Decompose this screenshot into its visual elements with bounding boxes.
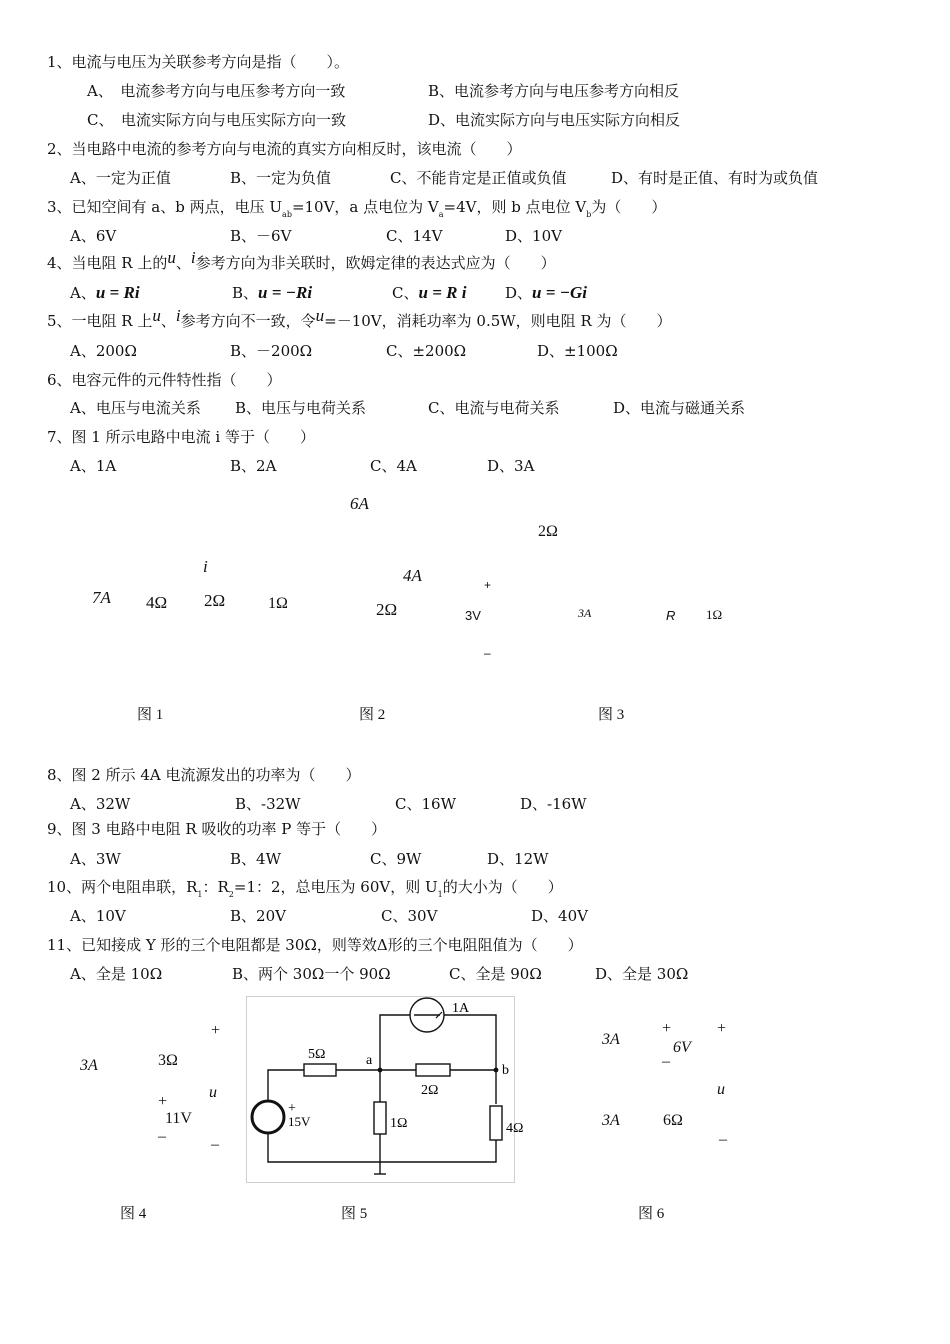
fig5-node-a-dot bbox=[378, 1068, 383, 1073]
question-8-option-d: D、-16W bbox=[520, 795, 587, 813]
fig3-caption: 图 3 bbox=[598, 707, 625, 723]
fig4-minus-left: – bbox=[158, 1128, 166, 1145]
fig5-resistor-2ohm-label: 2Ω bbox=[421, 1083, 439, 1098]
question-11-option-c: C、全是 90Ω bbox=[449, 965, 542, 983]
fig6-plus-right: + bbox=[717, 1020, 727, 1037]
question-2-option-d: D、有时是正值、有时为或负值 bbox=[611, 169, 819, 187]
fig5-voltage-plus: + bbox=[288, 1101, 296, 1116]
question-4-stem: 4、当电阻 R 上的u、i参考方向为非关联时，欧姆定律的表达式应为（ ） bbox=[47, 248, 556, 272]
fig5-circuit bbox=[246, 996, 524, 1184]
question-6-option-d: D、电流与磁通关系 bbox=[613, 399, 746, 417]
question-3-option-b: B、－6V bbox=[230, 227, 292, 245]
question-9-stem: 9、图 3 电路中电阻 R 吸收的功率 P 等于（ ） bbox=[47, 820, 387, 838]
fig1-resistor-1-label: 4Ω bbox=[146, 593, 168, 612]
fig4-source-label: 3A bbox=[80, 1057, 98, 1074]
fig5-voltage-source bbox=[252, 1101, 284, 1133]
question-5-option-a: A、200Ω bbox=[70, 342, 137, 360]
fig5-node-b-label: b bbox=[502, 1063, 509, 1078]
question-4-option-c: C、u = R i bbox=[392, 283, 467, 302]
fig6-resistor-label: 6Ω bbox=[663, 1112, 683, 1129]
question-2-option-a: A、一定为正值 bbox=[70, 169, 171, 187]
question-1-option-d: D、电流实际方向与电压实际方向相反 bbox=[428, 111, 681, 129]
fig3-resistor-r-label: R bbox=[666, 608, 676, 623]
question-6-option-c: C、电流与电荷关系 bbox=[428, 399, 560, 417]
fig5-resistor-4ohm-label: 4Ω bbox=[506, 1121, 524, 1136]
question-3-stem: 3、已知空间有 a、b 两点，电压 $U_{ab}=10V$，a 点电位为 $V_a=4V$，则 b 点电位 $V_b$为（ ） bbox=[47, 198, 667, 219]
question-1-option-a: A、 电流参考方向与电压参考方向一致 bbox=[87, 82, 346, 100]
fig5-node-b-dot bbox=[494, 1068, 499, 1073]
fig3-source-label: 3A bbox=[578, 606, 592, 620]
fig6-caption: 图 6 bbox=[638, 1206, 665, 1222]
fig2-caption: 图 2 bbox=[359, 707, 386, 723]
question-4-option-b: B、u = −Ri bbox=[232, 283, 313, 302]
question-11-option-a: A、全是 10Ω bbox=[70, 965, 163, 983]
question-1-option-b: B、电流参考方向与电压参考方向相反 bbox=[428, 82, 680, 100]
question-7-stem: 7、图 1 所示电路中电流 i 等于（ ） bbox=[47, 428, 315, 446]
fig6-voltage-label: 6V bbox=[673, 1039, 691, 1056]
question-8-option-a: A、32W bbox=[70, 795, 131, 813]
question-7-option-c: C、4A bbox=[370, 457, 417, 475]
fig4-u-label: u bbox=[209, 1084, 217, 1101]
fig6-minus-right: – bbox=[719, 1131, 727, 1148]
fig1-resistor-2-label: 2Ω bbox=[204, 591, 226, 610]
question-10-option-b: B、20V bbox=[230, 907, 286, 925]
question-1-option-c: C、 电流实际方向与电压实际方向一致 bbox=[87, 111, 346, 129]
question-6-stem: 6、电容元件的元件特性指（ ） bbox=[47, 371, 282, 389]
question-9-option-b: B、4W bbox=[230, 850, 281, 868]
fig2-voltage-label: 3V bbox=[465, 608, 481, 623]
question-3-option-d: D、10V bbox=[505, 227, 562, 245]
fig6-u-label: u bbox=[717, 1081, 725, 1098]
question-10-option-d: D、40V bbox=[531, 907, 588, 925]
fig4-minus-right: – bbox=[211, 1136, 219, 1153]
fig2-minus-sign: – bbox=[484, 646, 491, 660]
fig5-caption: 图 5 bbox=[341, 1206, 368, 1222]
fig5-node-a-label: a bbox=[366, 1053, 373, 1068]
question-8-stem: 8、图 2 所示 4A 电流源发出的功率为（ ） bbox=[47, 766, 361, 784]
fig5-voltage-label: 15V bbox=[288, 1114, 311, 1129]
fig5-resistor-1ohm-label: 1Ω bbox=[390, 1116, 408, 1131]
question-5-option-d: D、±100Ω bbox=[537, 342, 618, 360]
fig2-source-label: 4A bbox=[403, 566, 422, 585]
question-2-stem: 2、当电路中电流的参考方向与电流的真实方向相反时，该电流（ ） bbox=[47, 140, 522, 158]
fig5-current-source-label: 1A bbox=[452, 1001, 470, 1016]
question-8-option-b: B、-32W bbox=[235, 795, 301, 813]
fig2-resistor-label: 2Ω bbox=[376, 600, 398, 619]
question-4-option-d: D、u = −Gi bbox=[505, 283, 587, 302]
question-4-option-a: A、u = Ri bbox=[70, 283, 140, 302]
question-9-option-c: C、9W bbox=[370, 850, 422, 868]
question-6-option-b: B、电压与电荷关系 bbox=[235, 399, 367, 417]
question-3-option-c: C、14V bbox=[386, 227, 443, 245]
fig1-current-label: i bbox=[203, 557, 208, 576]
fig6-plus-left: + bbox=[662, 1020, 672, 1037]
question-7-option-a: A、1A bbox=[70, 457, 117, 475]
fig1-source-label: 7A bbox=[92, 588, 111, 607]
fig3-resistor-2-label: 1Ω bbox=[706, 607, 723, 622]
question-10-option-c: C、30V bbox=[381, 907, 438, 925]
fig6-source-2-label: 3A bbox=[602, 1112, 620, 1129]
fig4-plus-left: + bbox=[158, 1093, 168, 1110]
fig6-minus-left: – bbox=[662, 1053, 670, 1070]
fig6-source-1-label: 3A bbox=[602, 1031, 620, 1048]
fig4-caption: 图 4 bbox=[120, 1206, 147, 1222]
question-9-option-d: D、12W bbox=[487, 850, 549, 868]
fig1-caption: 图 1 bbox=[137, 707, 164, 723]
fig4-plus-right: + bbox=[211, 1022, 221, 1039]
question-5-stem: 5、一电阻 R 上u、i参考方向不一致，令u=－10V，消耗功率为 0.5W，则电阻 R 为（ ） bbox=[47, 306, 672, 330]
fig1-resistor-3-label: 1Ω bbox=[268, 595, 288, 612]
question-10-stem: 10、两个电阻串联，$R_1$：$R_2=1$：2，总电压为 60V，则 $U_1$的大小为（ ） bbox=[47, 878, 563, 899]
question-8-option-c: C、16W bbox=[395, 795, 456, 813]
fig2-source-top-label: 6A bbox=[350, 494, 369, 513]
question-11-option-b: B、两个 30Ω一个 90Ω bbox=[232, 965, 391, 983]
question-9-option-a: A、3W bbox=[70, 850, 121, 868]
question-2-option-b: B、一定为负值 bbox=[230, 169, 332, 187]
fig3-resistor-top-label: 2Ω bbox=[538, 523, 558, 540]
question-11-option-d: D、全是 30Ω bbox=[595, 965, 689, 983]
question-11-stem: 11、已知接成 Y 形的三个电阻都是 30Ω，则等效Δ形的三个电阻阻值为（ ） bbox=[47, 936, 583, 954]
question-7-option-b: B、2A bbox=[230, 457, 277, 475]
question-6-option-a: A、电压与电流关系 bbox=[70, 399, 201, 417]
question-1-stem: 1、电流与电压为关联参考方向是指（ ）。 bbox=[47, 53, 350, 71]
fig4-voltage-label: 11V bbox=[165, 1110, 192, 1127]
fig4-resistor-label: 3Ω bbox=[158, 1052, 178, 1069]
question-2-option-c: C、不能肯定是正值或负值 bbox=[390, 169, 567, 187]
question-3-option-a: A、6V bbox=[70, 227, 117, 245]
question-7-option-d: D、3A bbox=[487, 457, 535, 475]
question-5-option-b: B、－200Ω bbox=[230, 342, 313, 360]
question-10-option-a: A、10V bbox=[70, 907, 126, 925]
fig5-resistor-5ohm-label: 5Ω bbox=[308, 1047, 326, 1062]
question-5-option-c: C、±200Ω bbox=[386, 342, 467, 360]
fig2-plus-sign: + bbox=[484, 578, 492, 592]
